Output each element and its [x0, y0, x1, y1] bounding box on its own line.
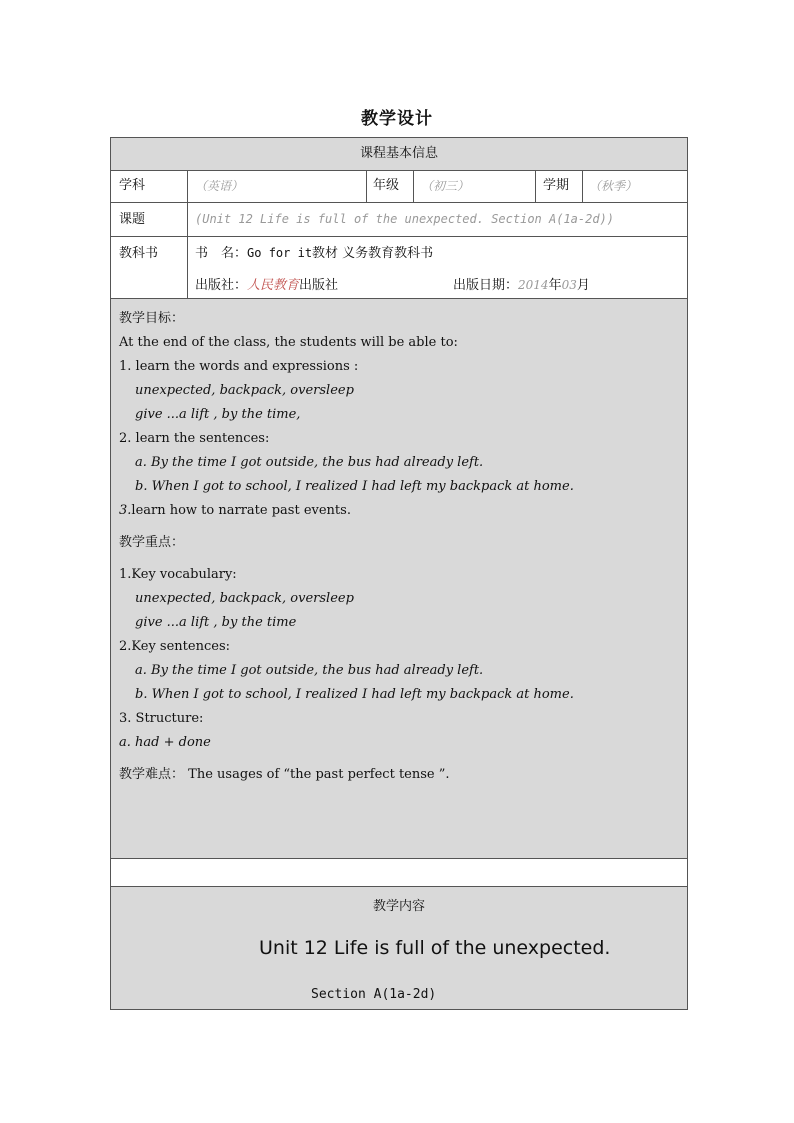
- content-section: Section A(1a-2d): [311, 987, 437, 1002]
- content-unit-title: Unit 12 Life is full of the unexpected.: [259, 937, 611, 959]
- publish-year: 2014: [518, 278, 549, 292]
- content-heading: 教学内容: [372, 899, 425, 914]
- key-sentence-b: b. When I got to school, I realized I had left my backpack at home.: [135, 687, 574, 702]
- publish-month: 03: [561, 278, 577, 292]
- objectives-heading: 教学目标：: [119, 311, 185, 326]
- topic-label: 课题: [119, 212, 146, 227]
- objective-1: 1. learn the words and expressions :: [119, 359, 359, 374]
- book-name-prefix: 书 名：: [195, 246, 248, 261]
- key-vocabulary: 1.Key vocabulary:: [119, 567, 237, 582]
- key-sentence-a: a. By the time I got outside, the bus had already left.: [135, 663, 484, 678]
- objective-2-sentence-a: a. By the time I got outside, the bus had already left.: [135, 455, 484, 470]
- lesson-plan-table: [110, 137, 688, 1010]
- term-label: 学期: [543, 178, 570, 193]
- objectives-intro: At the end of the class, the students will be able to:: [119, 335, 458, 350]
- term-value: （秋季）: [589, 179, 638, 193]
- publisher-suffix: 出版社: [299, 278, 339, 293]
- publisher-value: 人民教育: [247, 278, 300, 293]
- objective-2: 2. learn the sentences:: [119, 431, 270, 446]
- difficulty-text: The usages of “the past perfect tense ”.: [188, 767, 450, 782]
- objective-1-words: unexpected, backpack, oversleep: [135, 383, 354, 398]
- subject-label: 学科: [119, 178, 146, 193]
- topic-value: (Unit 12 Life is full of the unexpected. Section A(1a-2d)): [195, 212, 615, 226]
- publisher-line: [195, 274, 338, 293]
- key-sentences: 2.Key sentences:: [119, 639, 230, 654]
- difficulty-heading: 教学难点：: [119, 767, 185, 782]
- objective-1-phrases: give ...a lift , by the time,: [135, 407, 301, 422]
- objective-3-number: 3.: [119, 503, 132, 518]
- key-points-heading: 教学重点：: [119, 535, 185, 550]
- key-structure-a: a. had + done: [119, 735, 211, 750]
- book-name-line: [195, 242, 433, 261]
- publish-month-unit: 月: [576, 278, 590, 293]
- publisher-prefix: 出版社：: [195, 278, 248, 293]
- publish-date-line: [453, 274, 590, 293]
- course-info-header-text: 课程基本信息: [359, 146, 438, 161]
- difficulty-line: [119, 763, 450, 782]
- objective-3-text: learn how to narrate past events.: [131, 503, 351, 518]
- key-structure: 3. Structure:: [119, 711, 204, 726]
- teaching-goals-section: [111, 299, 687, 858]
- grade-value: （初三）: [421, 179, 470, 193]
- book-name-en: Go for it: [247, 246, 313, 260]
- textbook-label: 教科书: [119, 246, 159, 261]
- key-vocabulary-phrases: give ...a lift , by the time: [135, 615, 297, 630]
- grade-label: 年级: [373, 178, 400, 193]
- subject-value: （英语）: [195, 179, 244, 193]
- course-info-header: [111, 138, 687, 170]
- publish-date-prefix: 出版日期：: [453, 278, 519, 293]
- objective-3: [119, 503, 351, 518]
- key-vocabulary-words: unexpected, backpack, oversleep: [135, 591, 354, 606]
- teaching-content-section: [111, 887, 687, 1009]
- empty-row: [111, 859, 687, 886]
- page-title: 教学设计: [361, 109, 433, 129]
- book-name-cn: 教材 义务教育教科书: [312, 246, 434, 261]
- publish-year-unit: 年: [548, 278, 562, 293]
- objective-2-sentence-b: b. When I got to school, I realized I had left my backpack at home.: [135, 479, 574, 494]
